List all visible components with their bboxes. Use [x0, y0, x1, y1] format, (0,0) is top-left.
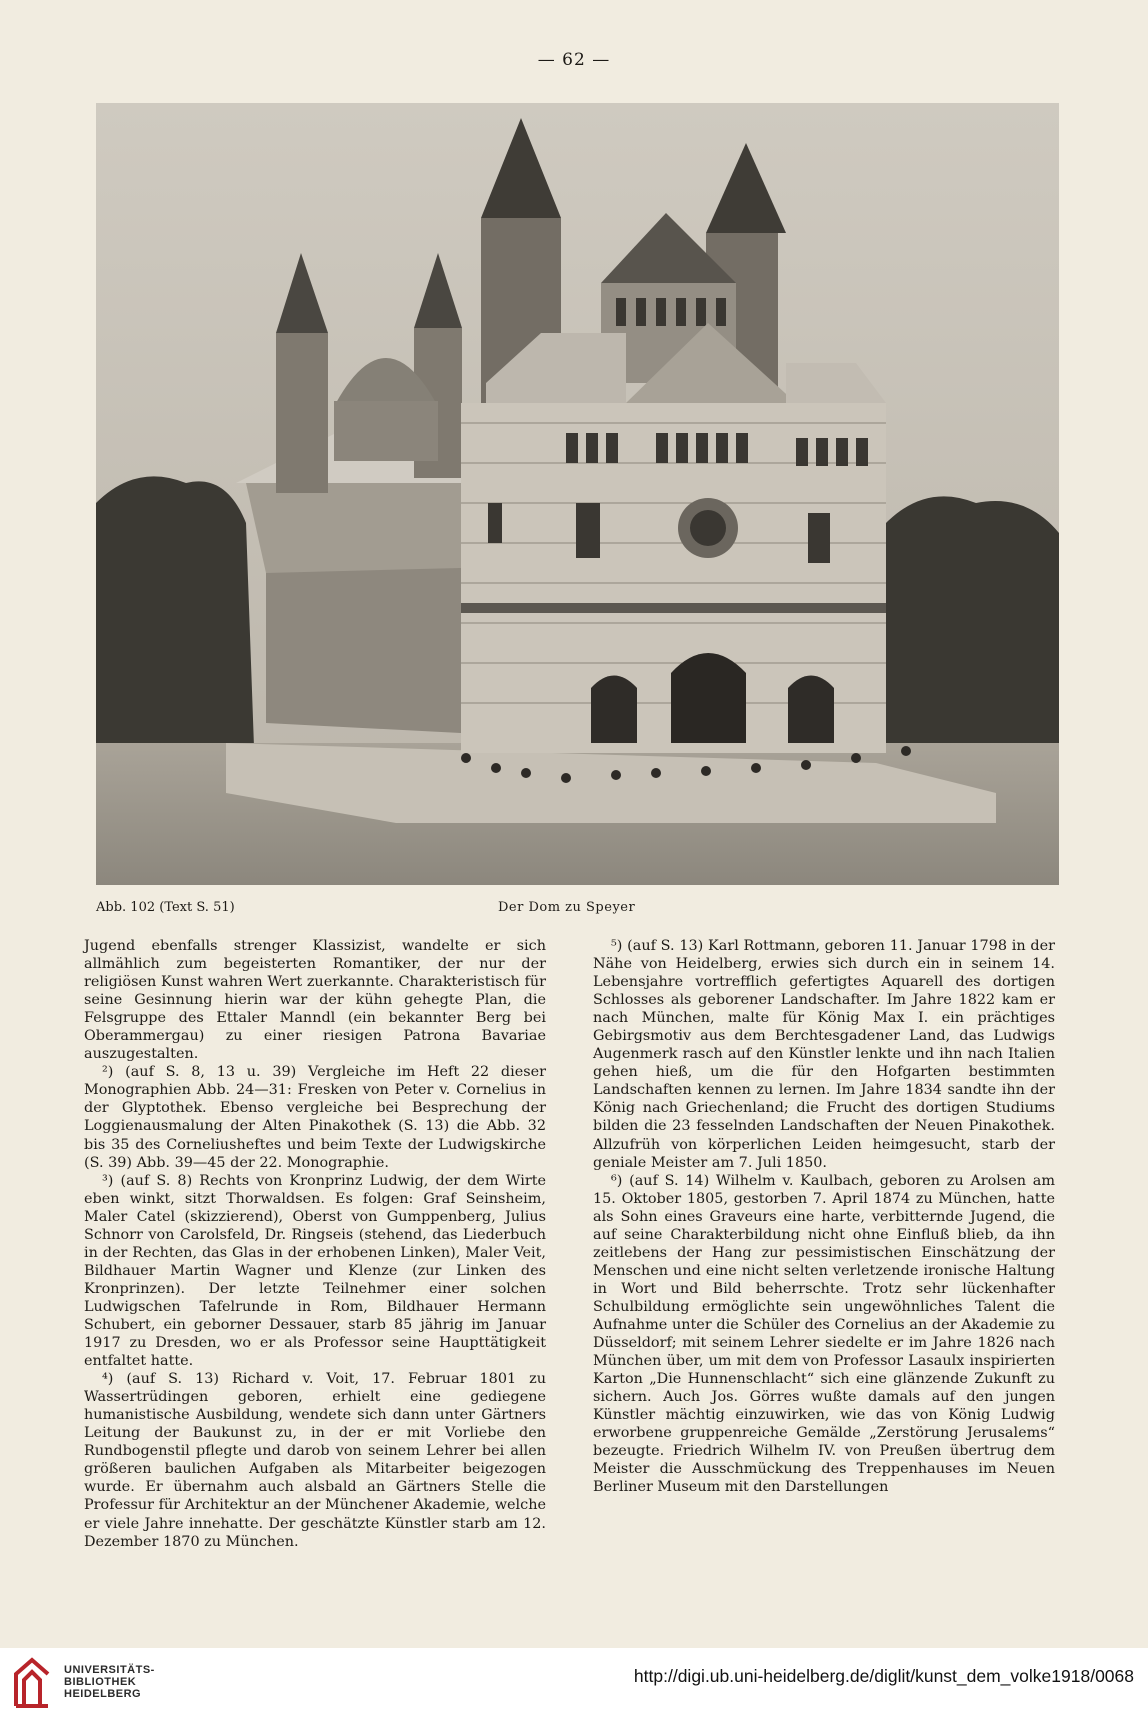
source-url-link[interactable]: http://digi.ub.uni-heidelberg.de/diglit/kunst_dem_volke1918/0068 — [633, 1666, 1134, 1686]
footnote: ⁴) (auf S. 13) Richard v. Voit, 17. Februar 1801 zu Wassertrüdingen geboren, erhielt eine gediegene humanistische Ausbildung, wendete sich dann unter Gärtners Leitung der Baukunst zu, in der er mit Vorliebe den Rundbogenstil pflegte und darob von seinem Lehrer bei allen größeren baulichen Aufgaben als Mitarbeiter beigezogen wurde. Er übernahm auch alsbald an Gärtners Stelle die Professur für Architektur an der Münchener Akademie, welche er viele Jahre innehatte. Der geschätzte Künstler starb am 12. Dezember 1870 zu München. — [84, 1371, 546, 1550]
logo-line: HEIDELBERG — [64, 1688, 142, 1700]
footnote: ⁵) (auf S. 13) Karl Rottmann, geboren 11. Januar 1798 in der Nähe von Heidelberg, erwies sich durch ein in seinem 14. Lebensjahre vortrefflich gefertigtes Aquarell des dortigen Schlosses als geborener Landschafter. Im Jahre 1822 kam er nach München, malte für König Max I. ein prächtiges Gebirgsmotiv aus dem Berchtesgadener Land, das Ludwigs Augenmerk rasch auf den Künstler lenkte und ihn nach Italien gehen hieß, um die für den Hofgarten bestimmten Landschaften kennen zu lernen. Im Jahre 1834 sandte ihn der König nach Griechenland; die Frucht des dortigen Studiums bilden die 23 fesselnden Landschaften der Neuen Pinakothek. Allzufrüh von körperlichen Leiden heimgesucht, starb der geniale Meister am 7. Juli 1850. — [593, 938, 1055, 1171]
paragraph: Jugend ebenfalls strenger Klassizist, wandelte er sich allmählich zum begeisterten Romantiker, der nur der religiösen Kunst wahren Wert zuerkannte. Charakteristisch für seine Gesinnung hierin war der kühn gehegte Plan, die Felsgruppe des Ettaler Manndl (ein bekannter Berg bei Oberammergau) zu einer riesigen Patrona Bavariae auszugestalten. — [84, 938, 546, 1063]
footnote: ³) (auf S. 8) Rechts von Kronprinz Ludwig, der dem Wirte eben winkt, sitzt Thorwaldsen. Es folgen: Graf Seinsheim, Maler Catel (skizzierend), Oberst von Gumppenberg, Julius Schnorr von Carolsfeld, Dr. Ringseis (stehend, das Liederbuch in der Rechten, das Glas in der erhobenen Linken), Maler Veit, Bildhauer Martin Wagner und Klenze (zur Linken des Kronprinzen). Der letzte Teilnehmer einer solchen Ludwigschen Tafelrunde in Rom, Bildhauer Hermann Schubert, ein geborner Dessauer, starb 85 jährig im Januar 1917 zu Dresden, wo er als Professor seine Haupttätigkeit entfaltet hatte. — [84, 1172, 546, 1370]
logo-line: UNIVERSITÄTS- — [64, 1664, 155, 1676]
left-text-column — [84, 937, 546, 1551]
footnote: ²) (auf S. 8, 13 u. 39) Vergleiche im Heft 22 dieser Monographien Abb. 24—31: Fresken von Peter v. Cornelius in der Glyptothek. Ebenso vergleiche bei Besprechung der Loggienausmalung der Alten Pinakothek (S. 13) die Abb. 32 bis 35 des Corneliusheftes und beim Texte der Ludwigskirche (S. 39) Abb. 39—45 der 22. Monographie. — [84, 1064, 546, 1171]
cathedral-photograph — [96, 103, 1059, 885]
library-logo-text — [64, 1664, 155, 1700]
page-number: — 62 — — [537, 50, 611, 70]
cathedral-drawing — [96, 103, 1059, 885]
footnote: ⁶) (auf S. 14) Wilhelm v. Kaulbach, geboren zu Arolsen am 15. Oktober 1805, gestorben 7. April 1874 zu München, hatte als Sohn eines Graveurs eine harte, verbitternde Jugend, die auf seine Charakterbildung nicht ohne Einfluß blieb, da ihn zeitlebens der Hang zur pessimistischen Einschätzung der Menschen und eine nicht selten verletzende ironische Haltung in Wort und Bild beherrschte. Trotz sehr lückenhafter Schulbildung ermöglichte sein ungewöhnliches Talent die Aufnahme unter die Schüler des Cornelius an der Akademie zu Düsseldorf; mit seinem Lehrer siedelte er im Jahre 1826 nach München über, um mit dem von Professor Lasaulx inspirierten Karton „Die Hunnenschlacht“ sich eine glänzende Zukunft zu sichern. Auch Jos. Görres wußte damals auf den jungen Künstler mächtig einzuwirken, wie das von König Ludwig erworbene gruppenreiche Gemälde „Zerstörung Jerusalems“ bezeugte. Friedrich Wilhelm IV. von Preußen übertrug dem Meister die Ausschmückung des Treppenhauses im Neuen Berliner Museum mit den Darstellungen — [593, 1172, 1055, 1496]
figure-caption-left: Abb. 102 (Text S. 51) — [96, 900, 235, 915]
right-text-column — [593, 937, 1055, 1496]
ub-heidelberg-logo-icon — [12, 1656, 52, 1710]
logo-line: BIBLIOTHEK — [64, 1676, 137, 1688]
figure-caption-right: Der Dom zu Speyer — [498, 900, 636, 915]
footer-bar — [0, 1648, 1148, 1725]
